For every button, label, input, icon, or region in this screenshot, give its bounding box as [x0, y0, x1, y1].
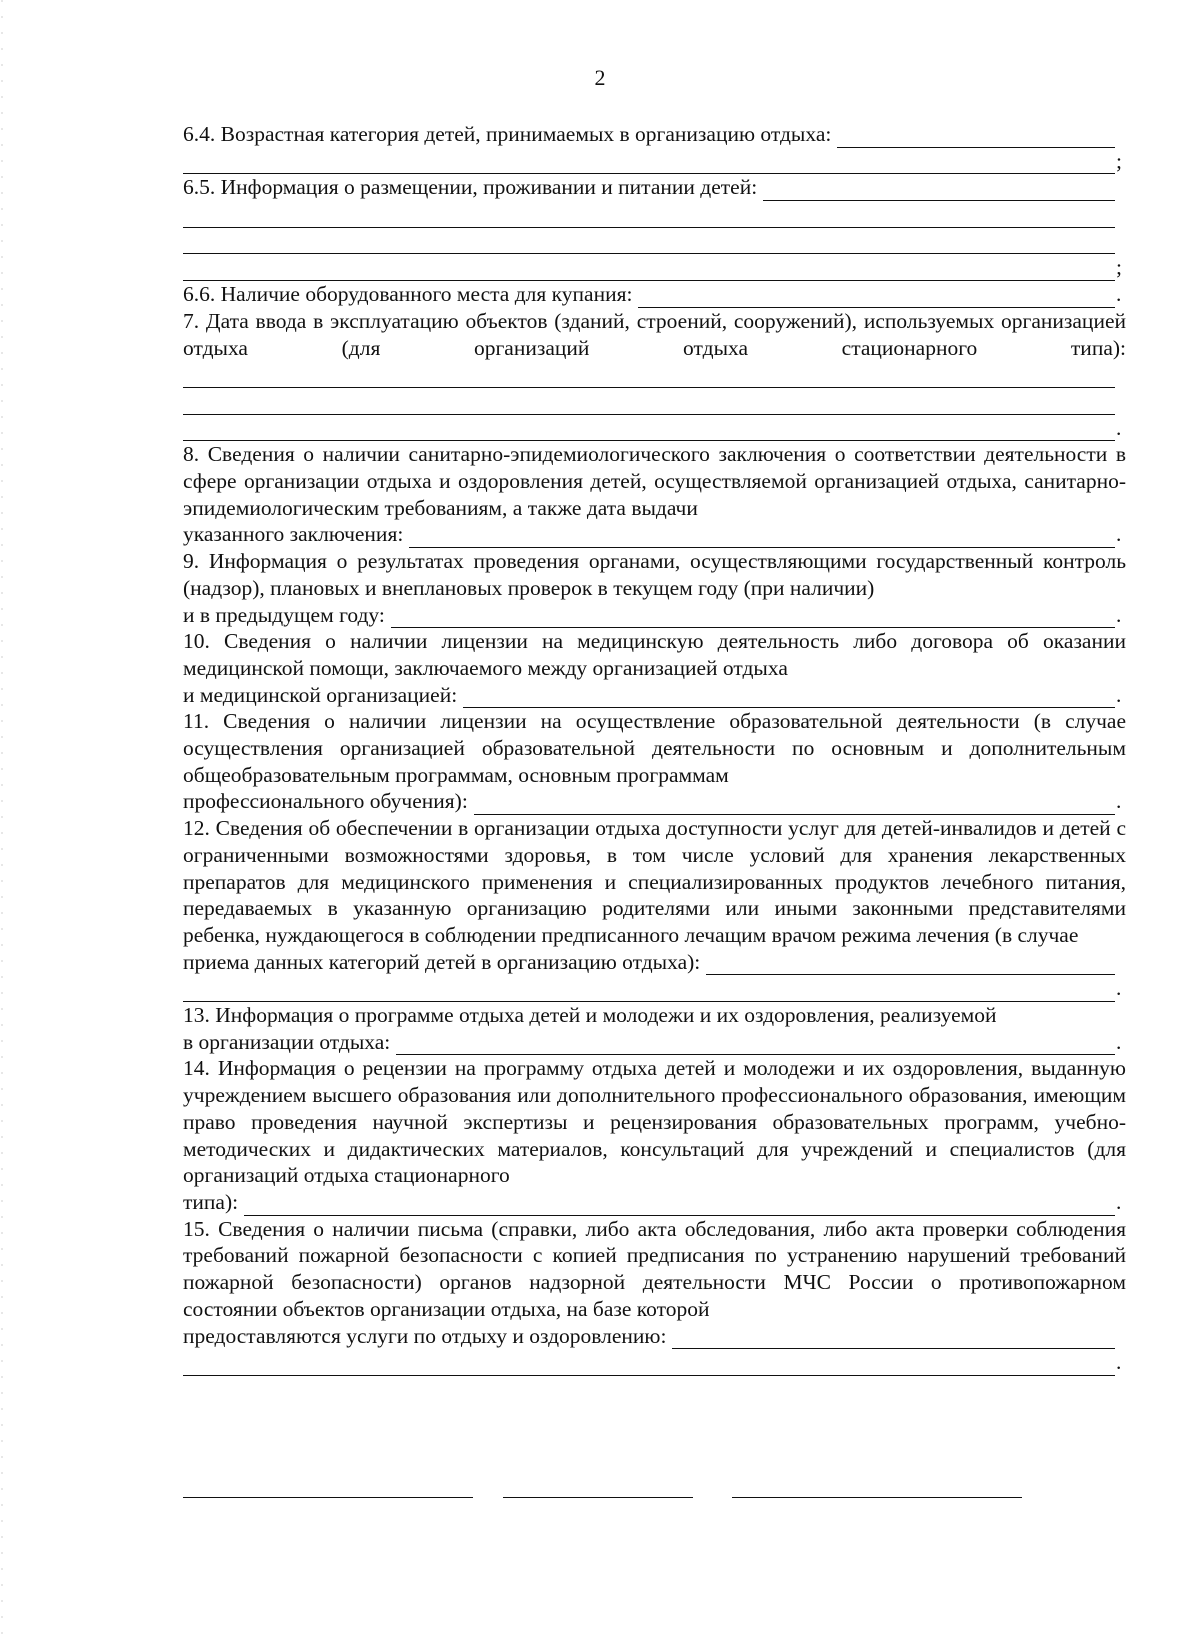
item-10-last-line: и медицинской организацией: . — [183, 682, 1122, 707]
page-number: 2 — [594, 65, 606, 90]
item-7-blank-line-1[interactable] — [183, 361, 1126, 388]
item-6-5 — [183, 174, 1126, 201]
item-6-5-blank-line-1[interactable] — [183, 201, 1126, 228]
item-11-field[interactable] — [474, 794, 1115, 815]
signature-name-line[interactable] — [732, 1497, 1022, 1498]
item-10-label: 10. Сведения о наличии лицензии на медицинскую деятельность либо договора об оказании медицинской помощи, заключаемого между организацией отдыха — [183, 629, 1126, 680]
item-13-field[interactable] — [396, 1034, 1115, 1055]
item-6-6: 6.6. Наличие оборудованного места для купания: . — [183, 282, 1122, 307]
item-7-blank-line-2[interactable] — [183, 388, 1126, 415]
item-6-4-blank-line[interactable]: ; — [183, 148, 1126, 175]
item-7-label: 7. Дата ввода в эксплуатацию объектов (зданий, строений, сооружений), используемых организацией отдыха (для организаций отдыха стационарного типа): — [183, 308, 1126, 360]
item-8-last-line: указанного заключения: . — [183, 522, 1122, 547]
item-15-last-line: предоставляются услуги по отдыху и оздоровлению: — [183, 1323, 1126, 1350]
item-12-blank-line[interactable]: . — [183, 975, 1126, 1002]
item-6-4-label: 6.4. Возрастная категория детей, принимаемых в организацию отдыха: — [183, 122, 832, 146]
item-6-6-label: 6.6. Наличие оборудованного места для купания: — [183, 282, 633, 307]
signature-line[interactable] — [503, 1497, 693, 1498]
item-13-label: 13. Информация о программе отдыха детей и молодежи и их оздоровления, реализуемой — [183, 1003, 997, 1028]
item-6-5-blank-line-3[interactable]: ; — [183, 254, 1126, 281]
item-15-label: 15. Сведения о наличии письма (справки, либо акта обследования, либо акта проверки соблюдения требований пожарной безопасности с копией предписания по устранению нарушений требований пожарной безопасности) органов надзорной деятельности МЧС России о противопожарном состоянии объектов организации отдыха, на базе которой — [183, 1216, 1126, 1321]
signature-position-line[interactable] — [183, 1497, 473, 1498]
item-14-label: 14. Информация о рецензии на программу отдыха детей и молодежи и их оздоровления, выданную учреждением высшего образования или дополнительного профессионального образования, имеющим право проведения научной экспертизы и рецензирования образовательных программ, учебно-методических и дидактических материалов, консультаций для учреждений и специалистов (для организаций отдыха стационарного — [183, 1056, 1126, 1188]
item-12-label: 12. Сведения об обеспечении в организации отдыха доступности услуг для детей-инвалидов и детей с ограниченными возможностями здоровья, в том числе условий для хранения лекарственных препаратов для медицинского применения и специализированных продуктов лечебного питания, передаваемых в указанную организацию родителями или иными законными представителями ребенка, нуждающегося в соблюдении предписанного лечащим врачом режима лечения (в случае — [183, 816, 1126, 947]
item-13-last-line: в организации отдыха: . — [183, 1029, 1122, 1054]
item-6-5-label: 6.5. Информация о размещении, проживании и питании детей: — [183, 175, 758, 200]
item-15-field[interactable] — [672, 1328, 1115, 1349]
item-6-5-blank-line-2[interactable] — [183, 228, 1126, 255]
item-12-field[interactable] — [706, 954, 1115, 975]
item-6-4-field[interactable] — [837, 127, 1115, 148]
item-14-field[interactable] — [244, 1195, 1115, 1216]
item-10-field[interactable] — [463, 687, 1115, 708]
item-9-last-line: и в предыдущем году: . — [183, 602, 1122, 627]
item-8-field[interactable] — [409, 527, 1115, 548]
scan-edge-marks — [0, 0, 6, 1635]
form-content — [183, 121, 1126, 1376]
item-6-6-field[interactable] — [638, 287, 1115, 308]
item-12-last-line: приема данных категорий детей в организацию отдыха): — [183, 949, 1126, 976]
item-15-blank-line[interactable]: . — [183, 1349, 1126, 1376]
item-11-last-line: профессионального обучения): . — [183, 789, 1122, 814]
item-11-label: 11. Сведения о наличии лицензии на осуществление образовательной деятельности (в случае осуществления организацией образовательной деятельности по основным и дополнительным общеобразовательным программам, основным программам — [183, 709, 1126, 787]
item-14-last-line: типа): . — [183, 1190, 1122, 1214]
item-8-label: 8. Сведения о наличии санитарно-эпидемиологического заключения о соответствии деятельности в сфере организации отдыха и оздоровления детей, осуществляемой организацией отдыха, санитарно-эпидемиологическим требованиям, а также дата выдачи — [183, 442, 1126, 520]
item-6-4 — [183, 121, 1126, 148]
item-7-blank-line-3[interactable]: . — [183, 415, 1126, 442]
item-9-label: 9. Информация о результатах проведения органами, осуществляющими государственный контроль (надзор), плановых и внеплановых проверок в текущем году (при наличии) — [183, 549, 1126, 600]
item-6-5-field[interactable] — [763, 180, 1115, 201]
item-9-field[interactable] — [391, 607, 1115, 628]
